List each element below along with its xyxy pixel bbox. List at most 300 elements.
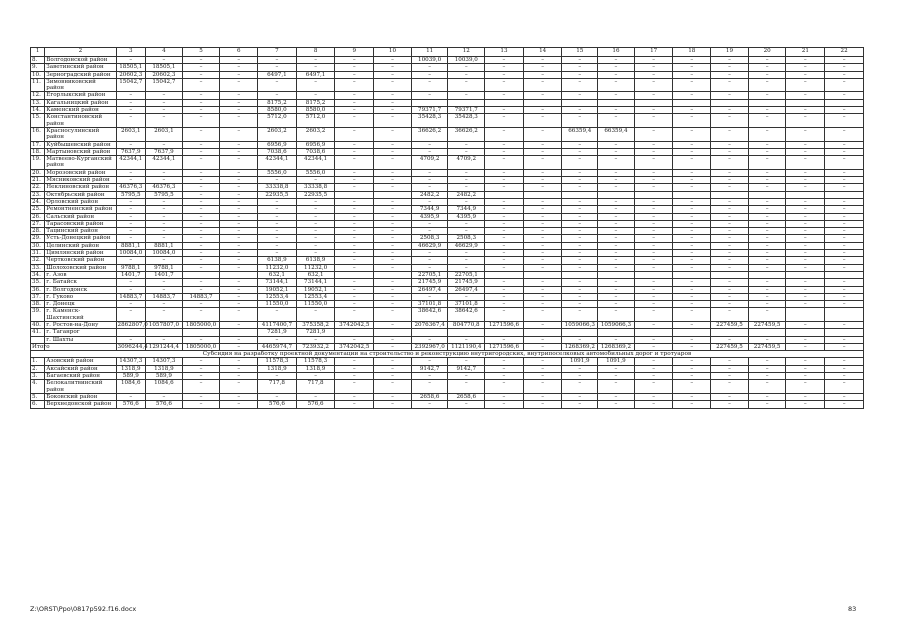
value-cell: – bbox=[258, 235, 297, 242]
value-cell: – bbox=[411, 198, 448, 205]
value-cell: – bbox=[748, 57, 786, 64]
value-cell: – bbox=[562, 279, 598, 286]
value-cell: 5795,5 bbox=[146, 191, 183, 198]
value-cell: – bbox=[485, 257, 524, 264]
value-cell: – bbox=[634, 107, 673, 114]
value-cell: – bbox=[485, 286, 524, 293]
value-cell: 21 bbox=[786, 48, 825, 57]
value-cell: – bbox=[523, 308, 562, 322]
value-cell: – bbox=[296, 206, 335, 213]
row-name: г. Батайск bbox=[45, 279, 116, 286]
value-cell: – bbox=[523, 321, 562, 328]
value-cell: – bbox=[448, 264, 485, 271]
value-cell: 6956,9 bbox=[258, 141, 297, 148]
row-number: 33. bbox=[31, 264, 45, 271]
value-cell: 6138,9 bbox=[296, 257, 335, 264]
value-cell: – bbox=[220, 401, 258, 408]
value-cell: – bbox=[220, 184, 258, 191]
value-cell: – bbox=[182, 301, 220, 308]
value-cell: – bbox=[711, 57, 749, 64]
value-cell: – bbox=[562, 301, 598, 308]
value-cell: 5712,0 bbox=[296, 114, 335, 128]
value-cell: – bbox=[335, 64, 374, 71]
row-name: Мясниковский район bbox=[45, 177, 116, 184]
value-cell: 7637,9 bbox=[116, 148, 146, 155]
value-cell: 11232,0 bbox=[296, 264, 335, 271]
value-cell: – bbox=[182, 78, 220, 92]
value-cell: – bbox=[258, 177, 297, 184]
value-cell: – bbox=[182, 336, 220, 343]
value-cell: 4117400,7 bbox=[258, 321, 297, 328]
table-row bbox=[31, 293, 864, 300]
section-title: Субсидия на разработку проектной документации на строительство и реконструкцию внутригородских, внутрипоселковых автомобильных дорог и тротуаров bbox=[31, 351, 864, 358]
value-cell: – bbox=[711, 373, 749, 380]
value-cell: – bbox=[598, 336, 635, 343]
value-cell: – bbox=[374, 365, 412, 372]
value-cell: 22935,5 bbox=[258, 191, 297, 198]
value-cell: – bbox=[562, 293, 598, 300]
value-cell: – bbox=[825, 373, 864, 380]
value-cell: – bbox=[786, 321, 825, 328]
value-cell: – bbox=[448, 148, 485, 155]
value-cell: – bbox=[335, 99, 374, 106]
value-cell: – bbox=[634, 228, 673, 235]
value-cell: 35428,3 bbox=[411, 114, 448, 128]
value-cell: 14307,3 bbox=[146, 358, 183, 365]
value-cell: – bbox=[411, 401, 448, 408]
value-cell: 8 bbox=[296, 48, 335, 57]
value-cell: – bbox=[448, 78, 485, 92]
value-cell: – bbox=[374, 336, 412, 343]
value-cell: – bbox=[673, 169, 711, 176]
value-cell: – bbox=[335, 206, 374, 213]
table-row bbox=[31, 184, 864, 191]
value-cell: – bbox=[448, 71, 485, 78]
value-cell: 36626,2 bbox=[411, 127, 448, 141]
value-cell: – bbox=[748, 293, 786, 300]
row-number: 11. bbox=[31, 78, 45, 92]
value-cell: – bbox=[634, 373, 673, 380]
value-cell: – bbox=[825, 220, 864, 227]
value-cell: – bbox=[182, 257, 220, 264]
value-cell: – bbox=[116, 336, 146, 343]
value-cell bbox=[448, 329, 485, 336]
value-cell: – bbox=[258, 220, 297, 227]
value-cell: – bbox=[146, 257, 183, 264]
value-cell: – bbox=[448, 177, 485, 184]
value-cell: – bbox=[673, 264, 711, 271]
value-cell: – bbox=[673, 78, 711, 92]
value-cell: 46376,3 bbox=[116, 184, 146, 191]
value-cell: – bbox=[748, 358, 786, 365]
value-cell: – bbox=[673, 358, 711, 365]
row-name: Аксайский район bbox=[45, 365, 116, 372]
value-cell: – bbox=[485, 71, 524, 78]
value-cell: – bbox=[411, 380, 448, 394]
value-cell: – bbox=[296, 393, 335, 400]
value-cell: 16 bbox=[598, 48, 635, 57]
value-cell: – bbox=[411, 257, 448, 264]
row-number: 34. bbox=[31, 271, 45, 278]
value-cell: – bbox=[258, 213, 297, 220]
value-cell: – bbox=[448, 64, 485, 71]
value-cell: 46629,9 bbox=[411, 242, 448, 249]
value-cell: – bbox=[374, 220, 412, 227]
value-cell: – bbox=[711, 264, 749, 271]
value-cell: – bbox=[485, 220, 524, 227]
value-cell: – bbox=[116, 393, 146, 400]
value-cell: – bbox=[825, 57, 864, 64]
value-cell: 1271596,6 bbox=[485, 343, 524, 350]
value-cell: 1091,9 bbox=[598, 358, 635, 365]
row-name: г. Каменск-Шахтинский bbox=[45, 308, 116, 322]
value-cell bbox=[182, 329, 220, 336]
value-cell: 2392967,0 bbox=[411, 343, 448, 350]
value-cell bbox=[748, 329, 786, 336]
value-cell: – bbox=[146, 308, 183, 322]
value-cell: – bbox=[220, 365, 258, 372]
value-cell: 1401,7 bbox=[116, 271, 146, 278]
value-cell: – bbox=[562, 380, 598, 394]
value-cell: – bbox=[523, 220, 562, 227]
value-cell: 14 bbox=[523, 48, 562, 57]
value-cell: – bbox=[598, 148, 635, 155]
table-row bbox=[31, 401, 864, 408]
value-cell: – bbox=[258, 228, 297, 235]
value-cell: – bbox=[673, 228, 711, 235]
value-cell: 18 bbox=[673, 48, 711, 57]
value-cell: – bbox=[374, 141, 412, 148]
value-cell: – bbox=[825, 264, 864, 271]
value-cell: – bbox=[411, 177, 448, 184]
value-cell: – bbox=[448, 228, 485, 235]
value-cell: 22705,1 bbox=[448, 271, 485, 278]
row-number: 2. bbox=[31, 365, 45, 372]
value-cell: – bbox=[634, 64, 673, 71]
value-cell: 3096244,4 bbox=[117, 343, 148, 350]
value-cell: – bbox=[786, 293, 825, 300]
value-cell: – bbox=[711, 177, 749, 184]
value-cell: – bbox=[711, 401, 749, 408]
value-cell: 26497,4 bbox=[411, 286, 448, 293]
value-cell: – bbox=[786, 198, 825, 205]
value-cell: 4709,2 bbox=[448, 156, 485, 170]
value-cell: 9142,7 bbox=[448, 365, 485, 372]
table-row bbox=[31, 393, 864, 400]
value-cell: – bbox=[711, 213, 749, 220]
value-cell: – bbox=[146, 57, 183, 64]
row-number bbox=[31, 336, 45, 343]
row-name: г. Азов bbox=[45, 271, 116, 278]
value-cell bbox=[598, 191, 635, 198]
value-cell: 9 bbox=[335, 48, 374, 57]
value-cell: – bbox=[335, 257, 374, 264]
value-cell: – bbox=[335, 380, 374, 394]
value-cell: – bbox=[448, 250, 485, 257]
value-cell: – bbox=[523, 235, 562, 242]
value-cell: – bbox=[598, 250, 635, 257]
value-cell: – bbox=[786, 279, 825, 286]
value-cell: – bbox=[220, 169, 258, 176]
row-number: 27. bbox=[31, 220, 45, 227]
value-cell bbox=[748, 271, 786, 278]
row-name: Октябрьский район bbox=[45, 191, 116, 198]
value-cell: – bbox=[825, 206, 864, 213]
value-cell bbox=[634, 191, 673, 198]
value-cell: – bbox=[825, 184, 864, 191]
value-cell: – bbox=[523, 242, 562, 249]
value-cell: – bbox=[374, 257, 412, 264]
row-number: 40. bbox=[31, 321, 45, 328]
footer-file-path: Z:\ORST\Ppo\0817p592.f16.docx bbox=[30, 605, 137, 613]
value-cell: – bbox=[598, 107, 635, 114]
value-cell: – bbox=[523, 228, 562, 235]
value-cell: – bbox=[634, 393, 673, 400]
value-cell: – bbox=[562, 286, 598, 293]
table-row bbox=[31, 114, 864, 128]
value-cell: – bbox=[335, 198, 374, 205]
value-cell: – bbox=[634, 169, 673, 176]
value-cell: – bbox=[748, 114, 786, 128]
value-cell: – bbox=[146, 220, 183, 227]
value-cell: 73144,1 bbox=[296, 279, 335, 286]
value-cell bbox=[598, 99, 635, 106]
value-cell: – bbox=[374, 169, 412, 176]
value-cell: – bbox=[825, 401, 864, 408]
value-cell: – bbox=[146, 286, 183, 293]
row-name: Куйбышевский район bbox=[45, 141, 116, 148]
value-cell: 2603,2 bbox=[296, 127, 335, 141]
row-name: г. Таганрог bbox=[45, 329, 116, 336]
value-cell: – bbox=[711, 206, 749, 213]
value-cell: 42344,1 bbox=[146, 156, 183, 170]
row-name: Сальский район bbox=[45, 213, 116, 220]
value-cell: – bbox=[485, 228, 524, 235]
value-cell: – bbox=[116, 308, 146, 322]
value-cell: – bbox=[374, 321, 412, 328]
value-cell: 2482,2 bbox=[448, 191, 485, 198]
value-cell bbox=[673, 329, 711, 336]
value-cell: 227459,5 bbox=[748, 343, 786, 350]
value-cell: 38642,6 bbox=[448, 308, 485, 322]
value-cell: – bbox=[634, 321, 673, 328]
value-cell: 2603,2 bbox=[258, 127, 297, 141]
value-cell: – bbox=[711, 393, 749, 400]
value-cell: – bbox=[220, 114, 258, 128]
value-cell: – bbox=[411, 184, 448, 191]
value-cell: – bbox=[374, 242, 412, 249]
value-cell: – bbox=[411, 78, 448, 92]
row-name: Красносулинский район bbox=[45, 127, 116, 141]
value-cell: – bbox=[634, 213, 673, 220]
value-cell: – bbox=[220, 127, 258, 141]
value-cell: – bbox=[748, 107, 786, 114]
value-cell: – bbox=[146, 206, 183, 213]
value-cell: 632,1 bbox=[296, 271, 335, 278]
row-number: Итого bbox=[32, 343, 50, 350]
table-body bbox=[31, 48, 864, 409]
value-cell bbox=[411, 329, 448, 336]
value-cell: – bbox=[374, 114, 412, 128]
value-cell: – bbox=[748, 228, 786, 235]
value-cell: – bbox=[673, 141, 711, 148]
value-cell: – bbox=[825, 380, 864, 394]
value-cell: – bbox=[634, 235, 673, 242]
value-cell: – bbox=[220, 293, 258, 300]
value-cell: – bbox=[335, 301, 374, 308]
value-cell: – bbox=[335, 393, 374, 400]
value-cell: – bbox=[116, 198, 146, 205]
value-cell: – bbox=[182, 99, 220, 106]
value-cell: 35428,3 bbox=[448, 114, 485, 128]
value-cell: – bbox=[523, 279, 562, 286]
value-cell: – bbox=[146, 393, 183, 400]
value-cell bbox=[748, 191, 786, 198]
value-cell: 14883,7 bbox=[182, 293, 220, 300]
value-cell: – bbox=[673, 220, 711, 227]
value-cell: – bbox=[523, 78, 562, 92]
table-row bbox=[31, 301, 864, 308]
table-row bbox=[31, 99, 864, 106]
value-cell: – bbox=[711, 141, 749, 148]
value-cell bbox=[634, 329, 673, 336]
value-cell: – bbox=[673, 343, 711, 350]
value-cell: – bbox=[258, 92, 297, 99]
value-cell: 15042,7 bbox=[116, 78, 146, 92]
value-cell: – bbox=[598, 373, 635, 380]
value-cell: – bbox=[220, 156, 258, 170]
value-cell: – bbox=[182, 184, 220, 191]
value-cell: 1059066,3 bbox=[562, 321, 598, 328]
value-cell: – bbox=[711, 127, 749, 141]
row-number: 5. bbox=[31, 393, 45, 400]
value-cell: – bbox=[786, 250, 825, 257]
value-cell: – bbox=[825, 114, 864, 128]
value-cell: – bbox=[374, 57, 412, 64]
value-cell: – bbox=[673, 336, 711, 343]
row-number: 19. bbox=[31, 156, 45, 170]
row-number: 39. bbox=[31, 308, 45, 322]
value-cell: – bbox=[598, 365, 635, 372]
value-cell: – bbox=[220, 321, 258, 328]
value-cell: – bbox=[220, 228, 258, 235]
value-cell: 38642,6 bbox=[411, 308, 448, 322]
table-row bbox=[31, 206, 864, 213]
value-cell bbox=[673, 271, 711, 278]
value-cell: – bbox=[673, 401, 711, 408]
value-cell: – bbox=[146, 107, 183, 114]
value-cell: – bbox=[598, 184, 635, 191]
table-row bbox=[31, 141, 864, 148]
value-cell: – bbox=[786, 264, 825, 271]
value-cell: 1805000,0 bbox=[182, 321, 220, 328]
value-cell bbox=[485, 191, 524, 198]
value-cell: – bbox=[634, 206, 673, 213]
value-cell: – bbox=[220, 198, 258, 205]
value-cell: – bbox=[182, 198, 220, 205]
value-cell: – bbox=[335, 242, 374, 249]
value-cell: – bbox=[220, 78, 258, 92]
value-cell: – bbox=[825, 293, 864, 300]
value-cell bbox=[825, 271, 864, 278]
value-cell: – bbox=[673, 156, 711, 170]
document-page bbox=[30, 47, 864, 409]
value-cell: – bbox=[598, 235, 635, 242]
value-cell: 21745,9 bbox=[448, 279, 485, 286]
value-cell: 10039,0 bbox=[448, 57, 485, 64]
value-cell: – bbox=[116, 235, 146, 242]
value-cell: – bbox=[562, 71, 598, 78]
value-cell: – bbox=[335, 92, 374, 99]
value-cell: – bbox=[523, 206, 562, 213]
row-number: 31. bbox=[31, 250, 45, 257]
row-number: 23. bbox=[31, 191, 45, 198]
value-cell: 13 bbox=[485, 48, 524, 57]
value-cell: – bbox=[116, 213, 146, 220]
value-cell: – bbox=[448, 169, 485, 176]
value-cell: – bbox=[220, 191, 258, 198]
footer-page-number: 83 bbox=[848, 605, 857, 613]
value-cell: – bbox=[411, 169, 448, 176]
row-name: Орловский район bbox=[45, 198, 116, 205]
value-cell: – bbox=[523, 92, 562, 99]
value-cell: – bbox=[182, 114, 220, 128]
value-cell: 42344,1 bbox=[258, 156, 297, 170]
value-cell: – bbox=[448, 220, 485, 227]
table-row bbox=[31, 380, 864, 394]
value-cell: – bbox=[786, 242, 825, 249]
value-cell: 6138,9 bbox=[258, 257, 297, 264]
value-cell: – bbox=[220, 286, 258, 293]
row-name: г. Шахты bbox=[45, 336, 116, 343]
row-name: г. Волгодонск bbox=[45, 286, 116, 293]
value-cell: – bbox=[523, 393, 562, 400]
value-cell: – bbox=[485, 380, 524, 394]
value-cell: – bbox=[448, 198, 485, 205]
value-cell: – bbox=[335, 114, 374, 128]
value-cell: – bbox=[673, 365, 711, 372]
value-cell: – bbox=[411, 148, 448, 155]
row-name: г. Гуково bbox=[45, 293, 116, 300]
value-cell: – bbox=[296, 242, 335, 249]
value-cell: – bbox=[335, 141, 374, 148]
value-cell: 15042,7 bbox=[146, 78, 183, 92]
value-cell bbox=[786, 308, 825, 322]
value-cell: 576,6 bbox=[296, 401, 335, 408]
value-cell: – bbox=[598, 198, 635, 205]
value-cell: – bbox=[748, 156, 786, 170]
value-cell: – bbox=[786, 343, 825, 350]
value-cell: – bbox=[711, 242, 749, 249]
value-cell: – bbox=[786, 169, 825, 176]
value-cell: – bbox=[116, 169, 146, 176]
value-cell: – bbox=[673, 380, 711, 394]
value-cell bbox=[485, 271, 524, 278]
value-cell: – bbox=[146, 177, 183, 184]
value-cell: 2658,6 bbox=[448, 393, 485, 400]
row-number: 1. bbox=[31, 358, 45, 365]
value-cell: 10 bbox=[374, 48, 412, 57]
value-cell: – bbox=[485, 373, 524, 380]
table-row bbox=[31, 358, 864, 365]
value-cell: – bbox=[634, 257, 673, 264]
value-cell: – bbox=[634, 343, 673, 350]
value-cell: – bbox=[786, 393, 825, 400]
value-cell: 10084,0 bbox=[146, 250, 183, 257]
value-cell: – bbox=[711, 308, 749, 322]
value-cell: – bbox=[411, 293, 448, 300]
value-cell: 8580,0 bbox=[258, 107, 297, 114]
